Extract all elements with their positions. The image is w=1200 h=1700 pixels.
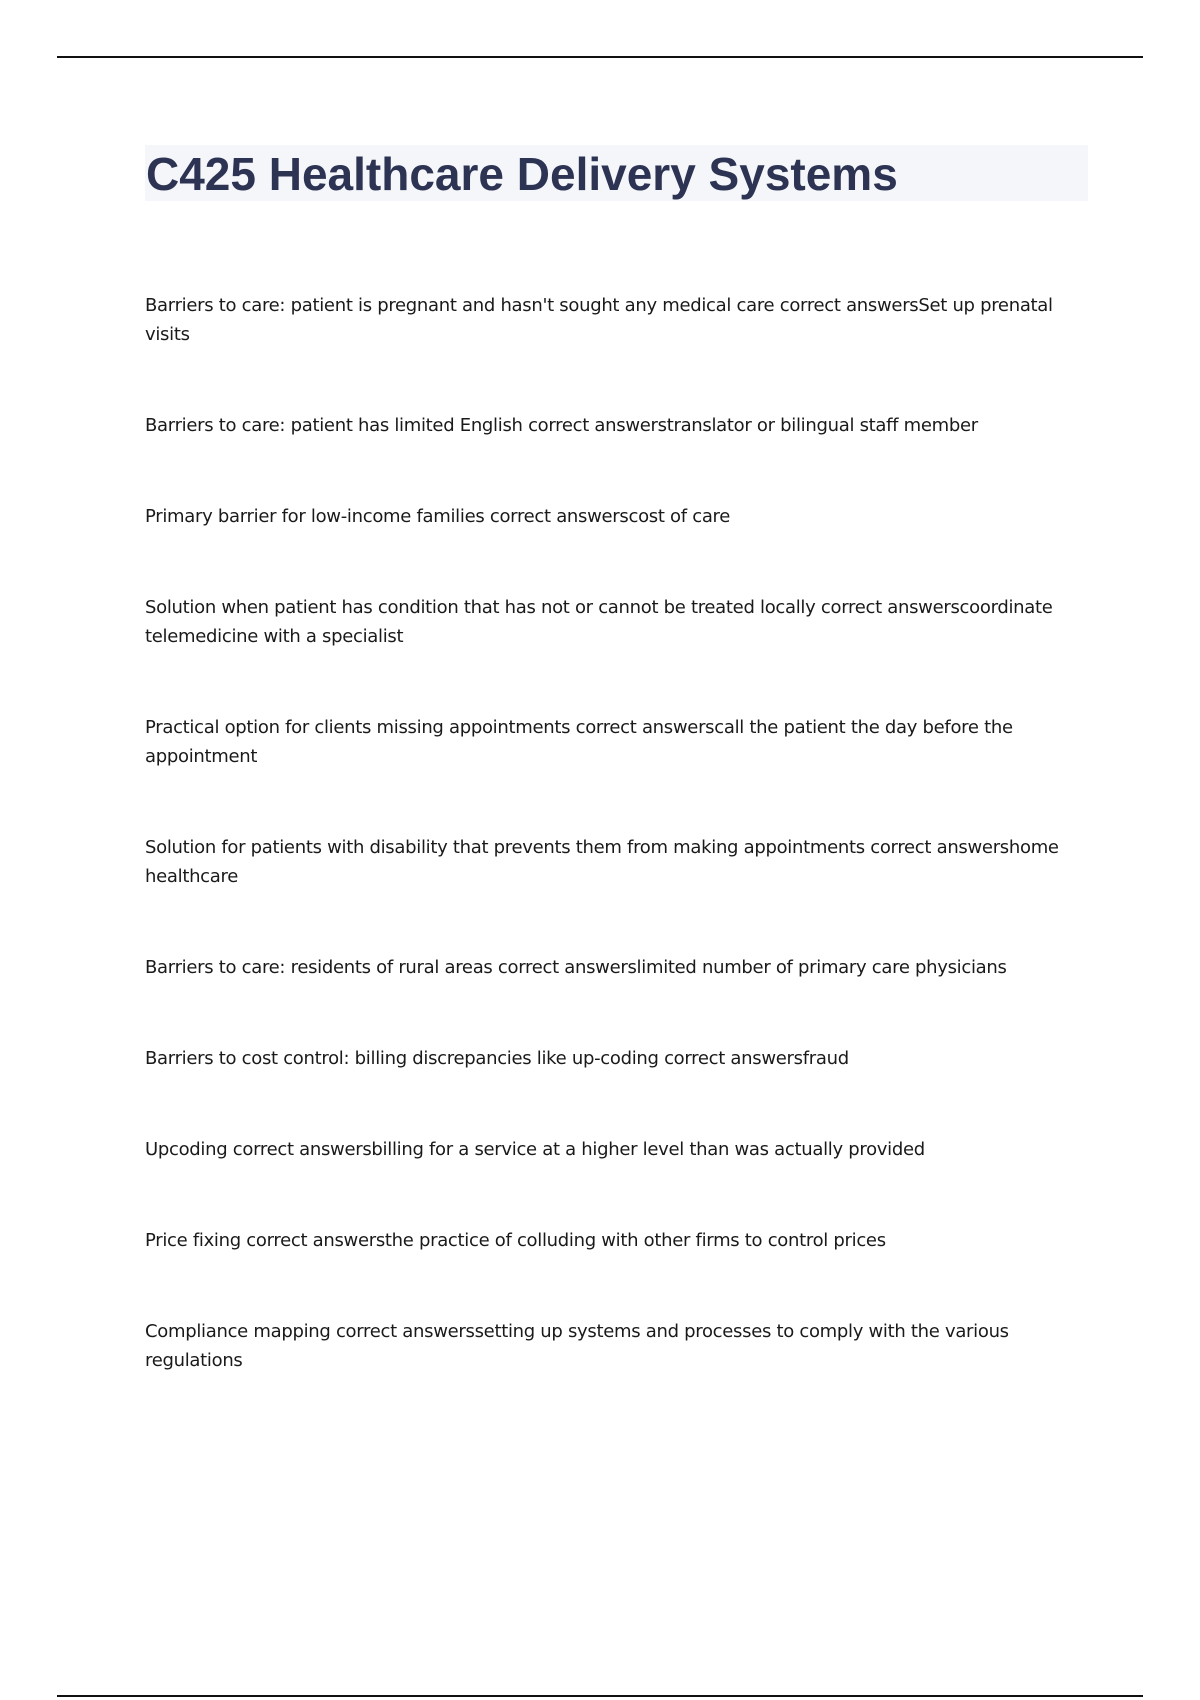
qa-item-8: Barriers to cost control: billing discrepancies like up-coding correct answersfraud — [145, 1048, 849, 1069]
qa-item-6: Solution for patients with disability that prevents them from making appointments correct answershome healthcare — [145, 837, 1059, 887]
qa-item-1: Barriers to care: patient is pregnant and hasn't sought any medical care correct answersSet up prenatal visits — [145, 295, 1053, 345]
qa-item-9: Upcoding correct answersbilling for a service at a higher level than was actually provided — [145, 1139, 925, 1160]
qa-item-5: Practical option for clients missing appointments correct answerscall the patient the day before the appointment — [145, 717, 1013, 767]
bottom-divider — [57, 1695, 1143, 1697]
qa-item-11: Compliance mapping correct answerssetting up systems and processes to comply with the various regulations — [145, 1321, 1009, 1371]
top-divider — [57, 56, 1143, 58]
qa-item-4: Solution when patient has condition that has not or cannot be treated locally correct answerscoordinate telemedicine with a specialist — [145, 597, 1053, 647]
qa-item-3: Primary barrier for low-income families correct answerscost of care — [145, 506, 731, 527]
qa-item-10: Price fixing correct answersthe practice of colluding with other firms to control prices — [145, 1230, 886, 1251]
document-title: C425 Healthcare Delivery Systems — [146, 148, 898, 200]
qa-item-2: Barriers to care: patient has limited English correct answerstranslator or bilingual staff member — [145, 415, 978, 436]
qa-item-7: Barriers to care: residents of rural areas correct answerslimited number of primary care physicians — [145, 957, 1007, 978]
